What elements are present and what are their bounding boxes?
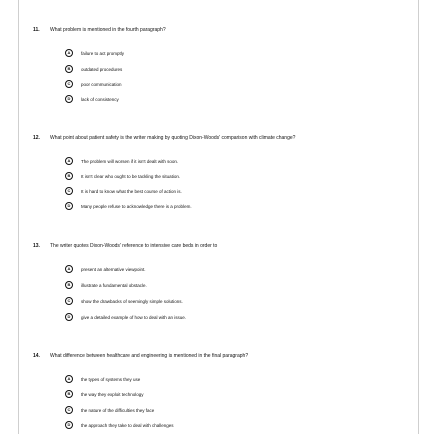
option-b[interactable] xyxy=(65,172,180,180)
option-text: outdated procedures xyxy=(81,66,123,72)
answer-bubble[interactable]: D xyxy=(65,313,73,321)
answer-bubble[interactable]: D xyxy=(65,421,73,429)
option-b[interactable] xyxy=(65,390,144,398)
option-d[interactable] xyxy=(65,95,119,103)
option-text: the approach they take to deal with challenges xyxy=(81,422,174,428)
question-text: What difference between healthcare and engineering is mentioned in the final paragraph? xyxy=(50,353,249,359)
answer-bubble[interactable]: A xyxy=(65,49,73,57)
option-a[interactable] xyxy=(65,265,146,273)
answer-bubble[interactable]: A xyxy=(65,265,73,273)
option-a[interactable] xyxy=(65,375,140,383)
question-text: The writer quotes Dixon-Woods' reference to intensive care beds in order to xyxy=(50,243,218,249)
option-c[interactable] xyxy=(65,297,183,305)
answer-bubble[interactable]: C xyxy=(65,297,73,305)
question-text: What point about patient safety is the writer making by quoting Dixon-Woods' comparison with climate change? xyxy=(50,135,296,141)
option-d[interactable] xyxy=(65,421,174,429)
option-text: failure to act promptly xyxy=(81,50,125,56)
option-d[interactable] xyxy=(65,313,186,321)
question-number: 14. xyxy=(33,353,40,359)
option-text: show the drawbacks of seemingly simple solutions. xyxy=(81,298,183,304)
option-a[interactable] xyxy=(65,157,178,165)
answer-bubble[interactable]: A xyxy=(65,157,73,165)
question-text: What problem is mentioned in the fourth paragraph? xyxy=(50,27,166,33)
answer-bubble[interactable]: C xyxy=(65,80,73,88)
option-text: The problem will worsen if it isn't dealt with soon. xyxy=(81,158,179,164)
option-text: give a detailed example of how to deal with an issue. xyxy=(81,314,187,320)
answer-bubble[interactable]: C xyxy=(65,187,73,195)
answer-bubble[interactable]: B xyxy=(65,281,73,289)
option-text: Many people refuse to acknowledge there is a problem. xyxy=(81,203,192,209)
option-text: present an alternative viewpoint. xyxy=(81,266,146,272)
answer-bubble[interactable]: D xyxy=(65,95,73,103)
answer-bubble[interactable]: D xyxy=(65,202,73,210)
option-a[interactable] xyxy=(65,49,124,57)
option-text: It is hard to know what the best course of action is. xyxy=(81,188,182,194)
option-c[interactable] xyxy=(65,80,122,88)
question-number: 11. xyxy=(33,27,40,33)
option-text: poor communication xyxy=(81,81,122,87)
left-page-edge xyxy=(18,0,19,434)
answer-bubble[interactable]: A xyxy=(65,375,73,383)
option-c[interactable] xyxy=(65,187,182,195)
answer-bubble[interactable]: C xyxy=(65,406,73,414)
question-number: 13. xyxy=(33,243,40,249)
option-text: It isn't clear who ought to be tackling the situation. xyxy=(81,173,181,179)
option-text: the way they exploit technology xyxy=(81,391,144,397)
option-text: lack of consistency xyxy=(81,96,119,102)
option-c[interactable] xyxy=(65,406,154,414)
answer-bubble[interactable]: B xyxy=(65,390,73,398)
right-page-edge xyxy=(418,0,419,434)
answer-bubble[interactable]: B xyxy=(65,65,73,73)
option-text: the nature of the difficulties they face xyxy=(81,407,155,413)
option-text: illustrate a fundamental obstacle. xyxy=(81,282,147,288)
option-text: the types of systems they use xyxy=(81,376,141,382)
option-b[interactable] xyxy=(65,281,147,289)
answer-bubble[interactable]: B xyxy=(65,172,73,180)
option-d[interactable] xyxy=(65,202,192,210)
question-number: 12. xyxy=(33,135,40,141)
option-b[interactable] xyxy=(65,65,122,73)
